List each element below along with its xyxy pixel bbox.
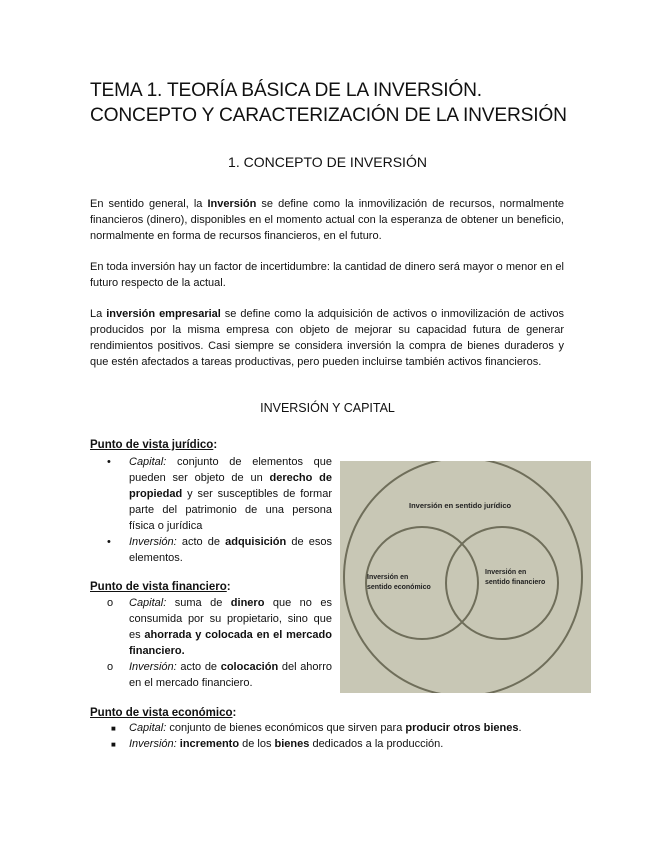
heading-colon: : [226,581,231,593]
bold-term: incremento [179,738,240,750]
list-item-inversion [107,659,332,691]
text-span: se define como la inmovilización de recursos, normalmente financieros (dinero), disponibles en el momento actual con la esperanza de obtener un beneficio, normalmente en forma de recursos financieros, en el futuro. [90,198,564,242]
heading-financiero [90,579,231,595]
list-item-capital [107,595,332,659]
text-span: de los [239,738,275,750]
text-span: acto de [176,661,221,673]
bullet-icon: • [107,456,111,468]
heading-colon: : [232,707,237,719]
bold-term: inversión empresarial [106,308,221,320]
text-span: suma de [166,597,231,609]
term-label: Inversión: [129,661,177,673]
term-label: Inversión: [129,536,177,548]
list-item-inversion [111,736,569,752]
label-economico-line2: sentido económico [367,584,431,591]
page-title: TEMA 1. TEORÍA BÁSICA DE LA INVERSIÓN. CONCEPTO Y CARACTERIZACIÓN DE LA INVERSIÓN [90,80,567,126]
bold-term: Inversión [207,198,257,210]
text-span: La [90,308,107,320]
label-financiero-line1: Inversión en [485,569,527,576]
term-label: Capital: [129,597,167,609]
text-span: de esos elementos. [129,536,332,564]
label-economico-line1: Inversión en [367,574,409,581]
list-item-capital [107,454,332,534]
text-span: y ser susceptibles de formar parte del patrimonio de una persona física o jurídica [129,488,332,532]
bold-term: colocación [220,661,279,673]
bold-term: adquisición [225,536,287,548]
square-bullet-icon: ■ [111,740,116,749]
bold-term: producir otros bienes [405,722,519,734]
text-span: conjunto de elementos que pueden ser objeto de un [129,456,332,484]
label-juridico: Inversión en sentido jurídico [409,501,512,510]
bullet-icon: o [107,597,114,609]
text-span: se define como la adquisición de activos o inmovilización de activos producidos por la misma empresa con objeto de mejorar su capacidad futura de generar rendimientos positivos. Casi siempre se considera inversión la compra de bienes duraderos y que estén afectados a tareas productivas, pero pueden incluirse también activos financieros. [90,308,564,368]
heading-text: Punto de vista económico [90,707,233,719]
heading-text: Punto de vista financiero [90,581,227,593]
subheading-inversion-capital: INVERSIÓN Y CAPITAL [260,401,395,415]
bold-term: dinero [230,597,265,609]
list-item-inversion [107,534,332,566]
label-financiero-line2: sentido financiero [485,579,546,586]
heading-juridico [90,437,217,453]
text-span: dedicados a la producción. [309,738,444,750]
text-span: En sentido general, la [90,198,208,210]
list-juridico [107,454,332,566]
text-span: conjunto de bienes económicos que sirven para [166,722,406,734]
term-label: Capital: [129,722,167,734]
list-financiero [107,595,332,691]
term-label: Inversión: [129,738,177,750]
text-span: del ahorro en el mercado financiero. [129,661,332,689]
investment-venn-diagram [340,461,591,693]
bullet-icon: • [107,536,111,548]
list-item-capital [111,720,569,736]
text-span: . [518,722,522,734]
heading-economico [90,705,236,721]
bold-term: bienes [274,738,310,750]
text-span: que no es consumida por su propietario, sino que es [129,597,332,641]
text-span: acto de [176,536,226,548]
bold-term: ahorrada y colocada en el mercado financiero. [129,629,332,657]
term-label: Capital: [129,456,167,468]
paragraph-definition [90,196,564,244]
paragraph-uncertainty: En toda inversión hay un factor de incertidumbre: la cantidad de dinero será mayor o menor en el futuro respecto de la actual. [90,261,564,289]
square-bullet-icon: ■ [111,724,116,733]
paragraph-business-investment [90,306,564,370]
heading-text: Punto de vista jurídico [90,439,214,451]
list-economico [111,720,569,752]
heading-colon: : [213,439,218,451]
bold-term: derecho de propiedad [129,472,332,500]
section-heading: 1. CONCEPTO DE INVERSIÓN [228,154,427,170]
bullet-icon: o [107,661,114,673]
